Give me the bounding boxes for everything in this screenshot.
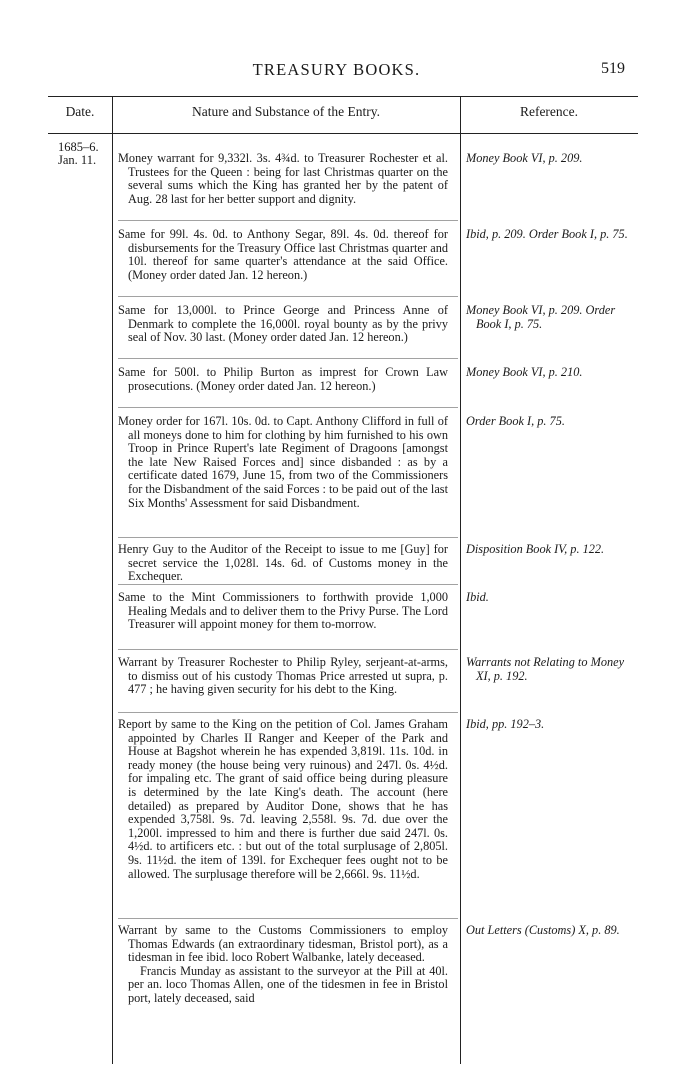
page-number: 519 — [601, 60, 625, 77]
entry-separator — [118, 296, 458, 297]
running-head — [0, 60, 673, 84]
reference-9 — [466, 718, 636, 732]
entry-text: Money order for 167l. 10s. 0d. to Capt. Anthony Clifford in full of all moneys done to him for clothing by him furnished to his own Troop in Prince Rupert's late Regiment of Dragoons [amongst the late New Raised Forces and] since disbanded : as by a certificate dated 1679, June 15, from two of the Commissioners for the Disbandment of the said Forces : to be paid out of the last Six Months' Assessment for said Disbandment. — [118, 414, 448, 510]
entry-6 — [118, 543, 448, 584]
entry-text: Henry Guy to the Auditor of the Receipt to issue to me [Guy] for secret service the 1,028l. 14s. 6d. of Customs money in the Exchequer. — [118, 542, 448, 584]
entry-separator — [118, 584, 458, 585]
entry-9 — [118, 718, 448, 881]
entry-text: Same for 13,000l. to Prince George and Princess Anne of Denmark to complete the 16,000l. royal bounty as by the privy seal of Nov. 30 last. (Money order dated Jan. 12 hereon.) — [118, 303, 448, 345]
entry-text: Money warrant for 9,332l. 3s. 4¾d. to Treasurer Rochester et al. Trustees for the Queen : being for last Christmas quarter on the several sums which the King has granted her by the patent of Aug. 28 last for her better support and dignity. — [118, 151, 448, 206]
reference-column-heading: Reference. — [519, 104, 579, 119]
reference-text: Order Book I, p. 75. — [466, 414, 565, 428]
entry-separator — [118, 649, 458, 650]
entry-3 — [118, 304, 448, 345]
reference-column-rule — [460, 96, 461, 1064]
reference-text: Out Letters (Customs) X, p. 89. — [466, 923, 620, 937]
entry-text: Same to the Mint Commissioners to forthwith provide 1,000 Healing Medals and to deliver them to the Privy Purse. The Lord Treasurer will appoint money for them to-morrow. — [118, 590, 448, 632]
reference-2 — [466, 228, 636, 242]
reference-text: Warrants not Relating to Money XI, p. 192. — [466, 655, 625, 683]
date-day: Jan. 11. — [58, 153, 97, 167]
entry-text: Warrant by Treasurer Rochester to Philip Ryley, serjeant-at-arms, to dismiss out of his custody Thomas Price arrested ut supra, p. 477 ; he having given security for his debt to the King. — [118, 655, 448, 697]
entry-separator — [118, 220, 458, 221]
reference-text: Money Book VI, p. 210. — [466, 365, 583, 379]
entry-8 — [118, 656, 448, 697]
entry-separator — [118, 407, 458, 408]
entry-text: Report by same to the King on the petition of Col. James Graham appointed by Charles II Ranger and Keeper of the Park and House at Bagshot wherein he has expended 3,819l. 11s. 10d. in ready money (the house being very ruinous) and 247l. 0s. 4½d. for impaling etc. The grant of said office being during pleasure is determined by the late King's death. The account (here detailed) as prepared by Auditor Done, shows that he has expended 3,758l. 9s. 7d. leaving 2,558l. 9s. 7d. due over the 1,200l. impressed to him and there is further due said 247l. 0s. 4½d. to artificers etc. : but out of the total surplusage of 2,805l. 9s. 11½d. the item of 139l. for Exchequer fees ought not to be allowed. The surplusage therefore will be 2,666l. 9s. 11½d. — [118, 717, 448, 881]
entry-10 — [118, 924, 448, 1006]
reference-7 — [466, 591, 636, 605]
entry-1 — [118, 152, 448, 206]
reference-text: Money Book VI, p. 209. Order Book I, p. 75. — [466, 303, 616, 331]
reference-text: Ibid, pp. 192–3. — [466, 717, 545, 731]
reference-6 — [466, 543, 636, 557]
table-header-rule — [48, 133, 638, 134]
entry-text: Warrant by same to the Customs Commissioners to employ Thomas Edwards (an extraordinary tidesman, Bristol port), as a tidesman in fee ibid. loco Robert Walbanke, lately deceased. — [118, 923, 448, 965]
entry-continuation: Francis Munday as assistant to the surveyor at the Pill at 40l. per an. loco Thomas Allen, one of the tidesmen in fee in Bristol port, lately deceased, said — [128, 963, 448, 1005]
reference-text: Money Book VI, p. 209. — [466, 151, 583, 165]
entry-separator — [118, 712, 458, 713]
entry-4 — [118, 366, 448, 393]
entry-separator — [118, 358, 458, 359]
table-top-rule — [48, 96, 638, 97]
reference-5 — [466, 415, 636, 429]
entry-5 — [118, 415, 448, 510]
running-title: TREASURY BOOKS. — [252, 60, 421, 79]
reference-8 — [466, 656, 636, 683]
entry-separator — [118, 537, 458, 538]
entry-2 — [118, 228, 448, 282]
date-column-rule — [112, 96, 113, 1064]
entry-separator — [118, 918, 458, 919]
reference-4 — [466, 366, 636, 380]
reference-text: Ibid, p. 209. Order Book I, p. 75. — [466, 227, 628, 241]
reference-1 — [466, 152, 636, 166]
reference-text: Ibid. — [466, 590, 489, 604]
reference-3 — [466, 304, 636, 331]
entry-text: Same for 99l. 4s. 0d. to Anthony Segar, 89l. 4s. 0d. thereof for disbursements for the Treasury Office last Christmas quarter and 10l. thereof for same quarter's attendance at the said Office. (Money order dated Jan. 12 hereon.) — [118, 227, 448, 282]
entry-7 — [118, 591, 448, 632]
date-year: 1685–6. — [58, 140, 99, 154]
reference-text: Disposition Book IV, p. 122. — [466, 542, 605, 556]
date-column-heading: Date. — [65, 104, 95, 119]
nature-column-heading: Nature and Substance of the Entry. — [191, 104, 381, 119]
reference-10 — [466, 924, 636, 938]
entry-text: Same for 500l. to Philip Burton as imprest for Crown Law prosecutions. (Money order dated Jan. 12 hereon.) — [118, 365, 448, 393]
